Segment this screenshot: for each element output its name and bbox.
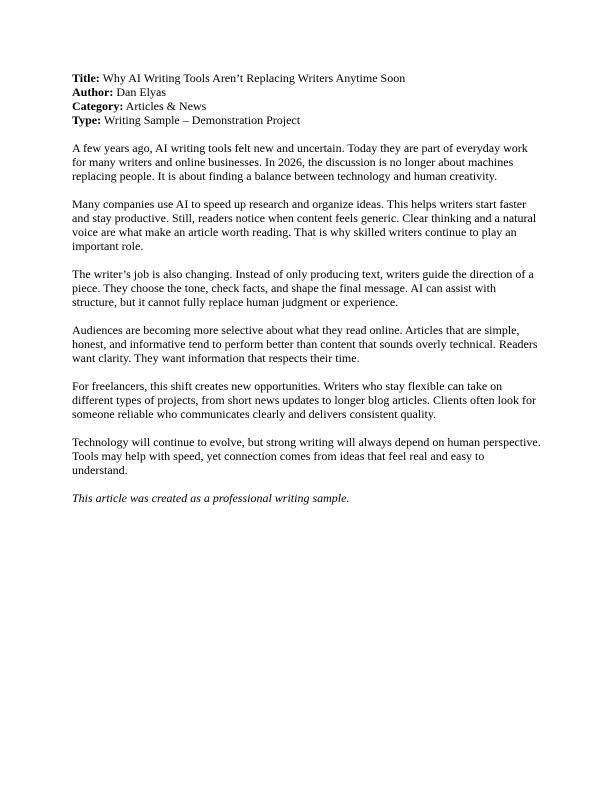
category-label: Category: <box>72 99 124 113</box>
title-label: Title: <box>72 71 100 85</box>
type-value: Writing Sample – Demonstration Project <box>103 113 301 127</box>
author-line <box>72 85 542 99</box>
title-value: Why AI Writing Tools Aren’t Replacing Writers Anytime Soon <box>102 71 406 85</box>
category-line <box>72 99 542 113</box>
body-paragraph: Many companies use AI to speed up research and organize ideas. This helps writers start faster and stay productive. Still, readers notice when content feels generic. Clear thinking and a natural voice are what make an article worth reading. That is why skilled writers continue to play an important role. <box>72 197 537 253</box>
author-value: Dan Elyas <box>116 85 166 99</box>
author-label: Author: <box>72 85 114 99</box>
article-metadata <box>72 71 542 127</box>
title-line <box>72 71 542 85</box>
category-value: Articles & News <box>125 99 207 113</box>
closing-note: This article was created as a professional writing sample. <box>72 491 350 505</box>
body-paragraph: Audiences are becoming more selective about what they read online. Articles that are simple, honest, and informative tend to perform better than content that sounds overly technical. Readers want clarity. They want information that respects their time. <box>72 323 538 365</box>
body-paragraph: The writer’s job is also changing. Instead of only producing text, writers guide the direction of a piece. They choose the tone, check facts, and shape the final message. AI can assist with structure, but it cannot fully replace human judgment or experience. <box>72 267 534 309</box>
body-paragraph: A few years ago, AI writing tools felt new and uncertain. Today they are part of everyday work for many writers and online businesses. In 2026, the discussion is no longer about machines replacing people. It is about finding a balance between technology and human creativity. <box>72 141 528 183</box>
type-line <box>72 113 542 127</box>
document-content <box>72 71 542 505</box>
body-paragraph: Technology will continue to evolve, but strong writing will always depend on human perspective. Tools may help with speed, yet connection comes from ideas that feel real and easy to understand. <box>72 435 541 477</box>
body-paragraph: For freelancers, this shift creates new opportunities. Writers who stay flexible can take on different types of projects, from short news updates to longer blog articles. Clients often look for someone reliable who communicates clearly and delivers consistent quality. <box>72 379 537 421</box>
type-label: Type: <box>72 113 102 127</box>
